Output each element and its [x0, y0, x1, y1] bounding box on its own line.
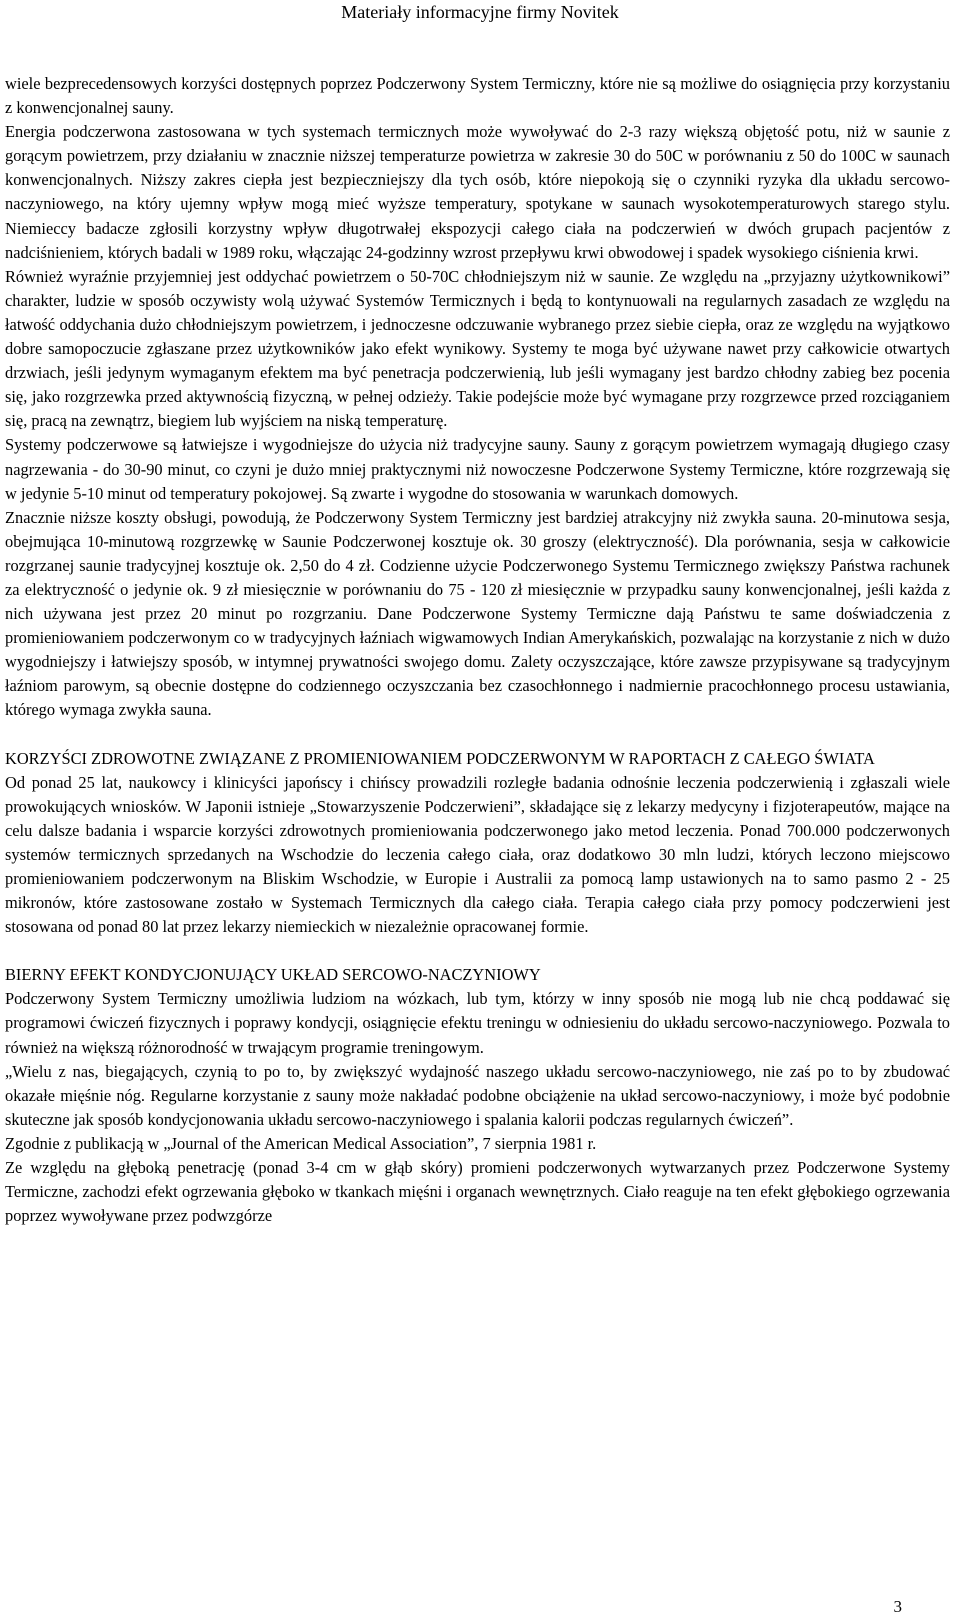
- body-paragraph: Od ponad 25 lat, naukowcy i klinicyści japońscy i chińscy prowadzili rozległe badania odnośnie leczenia podczerwienią i zgłaszali wiele prowokujących wniosków. W Japonii istnieje „Stowarzyszenie Podczerwieni”, składające się z lekarzy medycyny i fizjoterapeutów, mające na celu dalsze badania i wsparcie korzyści zdrowotnych promieniowania podczerwonego jako metod leczenia. Ponad 700.000 podczerwonych systemów termicznych sprzedanych na Wschodzie do leczenia całego ciała, oraz dodatkowo 30 mln ludzi, których leczono miejscowo promieniowaniem podczerwonym na Bliskim Wschodzie, w Europie i Australii za pomocą lamp ustawionych na to samo pasmo 2 - 25 mikronów, które zastosowane zostało w Systemach Termicznych dla całego ciała. Terapia całego ciała przy pomocy podczerwieni jest stosowana od ponad 80 lat przez lekarzy niemieckich w niezależnie opracowanej formie.: [5, 772, 950, 937]
- page-number: 3: [893, 1597, 902, 1616]
- body-paragraph: Również wyraźnie przyjemniej jest oddychać powietrzem o 50-70C chłodniejszym niż w saunie. Ze względu na „przyjazny użytkownikowi” charakter, ludzie w sposób oczywisty wolą używać Systemów Termicznych i będą to kontynuowali na regularnych zasadach ze względu na łatwość oddychania dużo chłodniejszym powietrzem, i jednoczesne odczuwanie wybranego przez siebie ciepła, oraz ze względu na wyjątkowo dobre samopoczucie zgłaszane przez użytkowników jako efekt wynikowy. Systemy te moga być używane nawet przy całkowicie otwartych drzwiach, jeśli jedynym wymaganym efektem ma być penetracja podczerwienią, lub jeśli wymagany jest bardzo chłodny zabieg bez pocenia się, jako rozgrzewka przed aktywnością fizyczną, w pełnej odzieży. Takie podejście może być wymagane przy rozgrzewce przed rozciąganiem się, pracą na zewnątrz, biegiem lub wyjściem na niską temperaturę.: [5, 266, 950, 431]
- page-header: Materiały informacyjne firmy Novitek: [341, 2, 619, 22]
- body-paragraph: Systemy podczerwowe są łatwiejsze i wygodniejsze do użycia niż tradycyjne sauny. Sauny z gorącym powietrzem wymagają długiego czasy nagrzewania - do 30-90 minut, co czyni je dużo mniej praktycznymi niż nowoczesne Podczerwone Systemy Termiczne, które rozgrzewają się w jedynie 5-10 minut od temperatury pokojowej. Są zwarte i wygodne do stosowania w warunkach domowych.: [5, 435, 950, 503]
- body-paragraph: Podczerwony System Termiczny umożliwia ludziom na wózkach, lub tym, którzy w inny sposób nie mogą lub nie chcą poddawać się programowi ćwiczeń fizycznych i poprawy kondycji, osiągnięcie efektu treningu w odniesieniu do układu sercowo-naczyniowego. Pozwala to również na większą różnorodność w trwającym programie treningowym.: [5, 989, 950, 1057]
- section-heading-cardiovascular: BIERNY EFEKT KONDYCJONUJĄCY UKŁAD SERCOWO-NACZYNIOWY: [5, 965, 541, 985]
- citation-paragraph: Zgodnie z publikacją w „Journal of the American Medical Association”, 7 sierpnia 1981 r.: [5, 1133, 597, 1153]
- body-paragraph: Energia podczerwona zastosowana w tych systemach termicznych może wywoływać do 2-3 razy większą objętość potu, niż w saunie z gorącym powietrzem, przy działaniu w znacznie niższej temperaturze powietrza w zakresie 30 do 50C w porównaniu z 50 do 100C w saunach konwencjonalnych. Niższy zakres ciepła jest bezpieczniejszy dla tych osób, które niepokoją się o czynniki ryzyka dla układu sercowo-naczyniowego, na który ujemny wpływ mogą mieć wyższe temperatury, spotykane w saunach wysokotemperaturowych starego stylu. Niemieccy badacze zgłosili korzystny wpływ długotrwałej ekspozycji całego ciała na podczerwień w dwóch grupach pacjentów z nadciśnieniem, których badali w 1989 roku, włączając 24-godzinny wzrost przepływu krwi obwodowej i spadek wysokiego ciśnienia krwi.: [5, 122, 950, 262]
- document-body: [5, 72, 950, 1228]
- body-paragraph: wiele bezprecedensowych korzyści dostępnych poprzez Podczerwony System Termiczny, które nie są możliwe do osiągnięcia przy korzystaniu z konwencjonalnej sauny.: [5, 74, 950, 118]
- body-paragraph: Ze względu na głęboką penetrację (ponad 3-4 cm w głąb skóry) promieni podczerwonych wytwarzanych przez Podczerwone Systemy Termiczne, zachodzi efekt ogrzewania głęboko w tkankach mięśni i organach wewnętrznych. Ciało reaguje na ten efekt głębokiego ogrzewania poprzez wywoływane przez podwzgórze: [5, 1158, 950, 1226]
- section-heading-health-benefits: KORZYŚCI ZDROWOTNE ZWIĄZANE Z PROMIENIOWANIEM PODCZERWONYM W RAPORTACH Z CAŁEGO ŚWIATA: [5, 748, 875, 768]
- body-paragraph: Znacznie niższe koszty obsługi, powodują, że Podczerwony System Termiczny jest bardziej atrakcyjny niż zwykła sauna. 20-minutowa sesja, obejmująca 10-minutową rozgrzewkę w Saunie Podczerwonej kosztuje ok. 30 groszy (elektryczność). Dla porównania, sesja w całkowicie rozgrzanej saunie tradycyjnej kosztuje ok. 2,50 do 4 zł. Codzienne użycie Podczerwonego Systemu Termicznego zwiększy Państwa rachunek za elektryczność o jedynie ok. 9 zł miesięcznie w porównaniu do 75 - 120 zł miesięcznie w przypadku sauny konwencjonalnej, jeśli każda z nich używana jest przez 20 minut po rozgrzaniu. Dane Podczerwone Systemy Termiczne dają Państwu te same doświadczenia z promieniowaniem podczerwonym co w tradycyjnych łaźniach wigwamowych Indian Amerykańskich, pozwalając na korzystanie z nich w dużo wygodniejszy i łatwiejszy sposób, w intymnej prywatności swojego domu. Zalety oczyszczające, które zawsze przypisywane są tradycyjnym łaźniom parowym, są obecnie dostępne do codziennego oczyszczania bez czasochłonnego i nadmiernie pracochłonnego procesu ustawiania, którego wymaga zwykła sauna.: [5, 507, 950, 720]
- quote-paragraph: „Wielu z nas, biegających, czynią to po to, by zwiększyć wydajność naszego układu sercowo-naczyniowego, nie zaś po to by zbudować okazałe mięśnie nóg. Regularne korzystanie z sauny może nakładać podobne obciążenie na układ sercowo-naczyniowy, i może być podobnie skuteczne jak sposób kondycjonowania układu sercowo-naczyniowego i spalania kalorii podczas regularnych ćwiczeń”.: [5, 1061, 950, 1129]
